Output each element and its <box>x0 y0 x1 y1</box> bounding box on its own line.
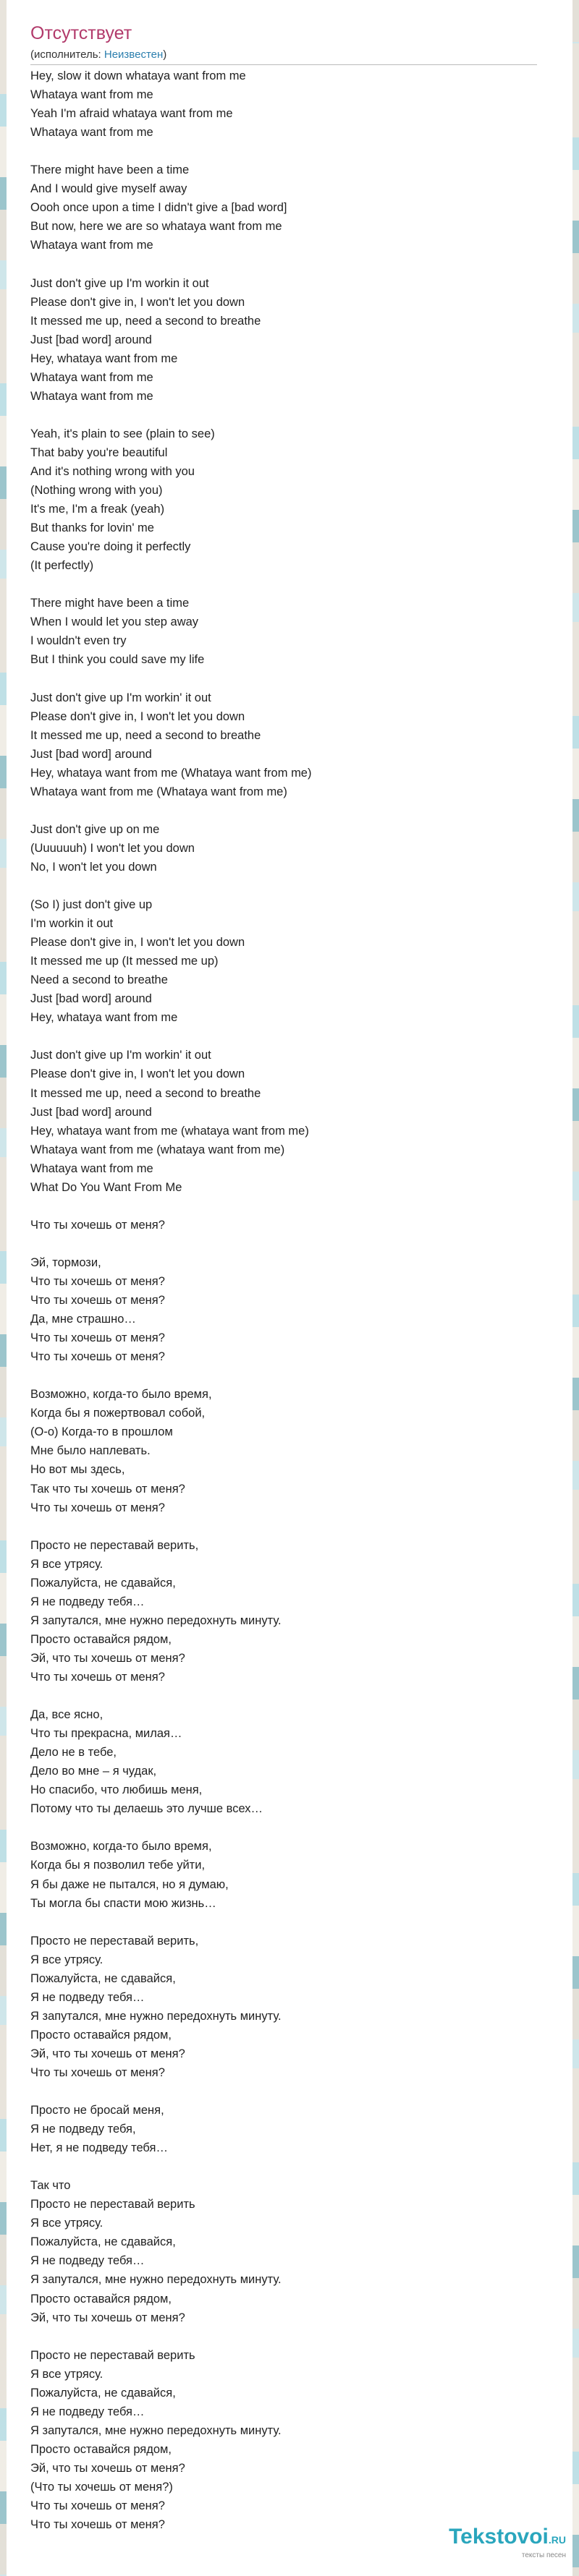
lyrics-line: Я не подведу тебя… <box>30 1595 145 1608</box>
lyrics-line: Что ты хочешь от меня? <box>30 1275 165 1288</box>
lyrics-line: That baby you're beautiful <box>30 445 168 459</box>
lyrics-line: What Do You Want From Me <box>30 1180 182 1194</box>
lyrics-line: Возможно, когда-то было время, <box>30 1840 212 1854</box>
lyrics-line: Что ты хочешь от меня? <box>30 2499 165 2513</box>
lyrics-line: Мне было наплевать. <box>30 1444 151 1458</box>
lyrics-stanza <box>30 1385 537 1517</box>
right-decor-stripe <box>572 0 579 2576</box>
lyrics-line: Да, мне страшно… <box>30 1313 136 1326</box>
lyrics-line: Yeah I'm afraid whataya want from me <box>30 107 233 121</box>
lyrics-line: Please don't give in, I won't let you down <box>30 936 245 950</box>
lyrics-line: Когда бы я позволил тебе уйти, <box>30 1859 206 1872</box>
lyrics-line: Просто не переставай верить <box>30 2348 195 2362</box>
lyrics-line: Эй, что ты хочешь от меня? <box>30 2047 185 2060</box>
lyrics-line: (Что ты хочешь от меня?) <box>30 2481 173 2494</box>
lyrics-line: Hey, whataya want from me (whataya want from me) <box>30 1124 309 1138</box>
lyrics-line: Just [bad word] around <box>30 992 152 1006</box>
lyrics-stanza <box>30 274 537 406</box>
lyrics-line: Whataya want from me <box>30 1161 153 1175</box>
lyrics-line: Ты могла бы спасти мою жизнь… <box>30 1896 216 1910</box>
lyrics-line: Я все утрясу. <box>30 2217 103 2230</box>
lyrics-line: Но вот мы здесь, <box>30 1463 125 1477</box>
lyrics-line: Я запутался, мне нужно передохнуть минуту. <box>30 2009 282 2023</box>
logo-tagline: тексты песен <box>521 2551 566 2559</box>
lyrics-line: Я все утрясу. <box>30 2367 103 2381</box>
lyrics-line: (So I) just don't give up <box>30 898 153 912</box>
lyrics-line: Просто не бросай меня, <box>30 2104 164 2117</box>
lyrics-line: Whataya want from me <box>30 88 153 102</box>
lyrics-line: When I would let you step away <box>30 615 199 629</box>
lyrics-line: Я не подведу тебя, <box>30 2123 136 2136</box>
lyrics-line: Hey, whataya want from me (Whataya want from me) <box>30 766 312 780</box>
lyrics-line: Эй, тормози, <box>30 1255 101 1269</box>
lyrics-line: There might have been a time <box>30 163 190 177</box>
lyrics-line: Возможно, когда-то было время, <box>30 1388 212 1402</box>
lyrics-line: It messed me up, need a second to breathe <box>30 1086 261 1100</box>
lyrics-line: It messed me up, need a second to breathe <box>30 728 261 742</box>
lyrics-stanza <box>30 1253 537 1366</box>
lyrics-line: And it's nothing wrong with you <box>30 464 195 478</box>
lyrics-line: Пожалуйста, не сдавайся, <box>30 2386 176 2400</box>
lyrics-line: And I would give myself away <box>30 182 187 196</box>
lyrics-line: Что ты хочешь от меня? <box>30 1350 165 1364</box>
lyrics-line: Whataya want from me (Whataya want from me) <box>30 785 287 798</box>
lyrics-line: Что ты хочешь от меня? <box>30 1331 165 1345</box>
lyrics-stanza <box>30 425 537 575</box>
lyrics-stanza <box>30 2176 537 2326</box>
performer-line <box>30 48 537 62</box>
lyrics-line: Just don't give up I'm workin' it out <box>30 1049 211 1062</box>
lyrics-stanza <box>30 1046 537 1196</box>
lyrics-line: Please don't give in, I won't let you down <box>30 709 245 723</box>
lyrics-line: Дело не в тебе, <box>30 1746 117 1760</box>
lyrics-line: (Uuuuuuh) I won't let you down <box>30 841 195 855</box>
lyrics-line: Я все утрясу. <box>30 1557 103 1571</box>
song-title: Отсутствует <box>30 23 132 43</box>
lyrics-line: Дело во мне – я чудак, <box>30 1765 157 1778</box>
lyrics-line: I wouldn't even try <box>30 634 127 648</box>
lyrics-line: Just don't give up I'm workin' it out <box>30 691 211 704</box>
lyrics-line: Что ты хочешь от меня? <box>30 1670 165 1684</box>
lyrics-line: Я не подведу тебя… <box>30 1990 145 2004</box>
lyrics-line: Whataya want from me (whataya want from me) <box>30 1143 285 1156</box>
lyrics-line: Cause you're doing it perfectly <box>30 540 191 554</box>
lyrics-line: Я запутался, мне нужно передохнуть минуту. <box>30 2423 282 2437</box>
lyrics-line: Oooh once upon a time I didn't give a [bad word] <box>30 201 287 215</box>
lyrics-line: Что ты хочешь от меня? <box>30 1294 165 1308</box>
performer-prefix: (исполнитель: <box>30 48 104 61</box>
lyrics-line: Я запутался, мне нужно передохнуть минуту. <box>30 1613 282 1627</box>
lyrics-line: Я не подведу тебя… <box>30 2405 145 2418</box>
lyrics-stanza <box>30 161 537 255</box>
lyrics-line: It messed me up (It messed me up) <box>30 955 219 968</box>
lyrics-line: No, I won't let you down <box>30 860 157 874</box>
logo-tld: .RU <box>548 2534 566 2546</box>
lyrics-line: It's me, I'm a freak (yeah) <box>30 503 165 516</box>
performer-link[interactable]: Неизвестен <box>103 48 164 61</box>
lyrics-line: Hey, slow it down whataya want from me <box>30 69 246 82</box>
lyrics-line: Просто оставайся рядом, <box>30 2028 172 2042</box>
lyrics-stanza <box>30 688 537 801</box>
lyrics-line: But thanks for lovin' me <box>30 521 154 535</box>
lyrics-line: Пожалуйста, не сдавайся, <box>30 2235 176 2249</box>
lyrics-line: Что ты хочешь от меня? <box>30 2518 165 2532</box>
lyrics-line: Когда бы я пожертвовал собой, <box>30 1407 206 1420</box>
lyrics-line: Пожалуйста, не сдавайся, <box>30 1971 176 1985</box>
lyrics-line: Please don't give in, I won't let you down <box>30 1067 245 1081</box>
lyrics-stanza <box>30 2346 537 2534</box>
lyrics-line: Я не подведу тебя… <box>30 2254 145 2268</box>
lyrics-line: Just don't give up I'm workin it out <box>30 276 209 290</box>
site-logo[interactable] <box>449 2525 566 2560</box>
lyrics-line: Да, все ясно, <box>30 1708 103 1722</box>
lyrics-line: Just [bad word] around <box>30 333 152 346</box>
lyrics-stanza <box>30 1837 537 1912</box>
lyrics-line: Hey, whataya want from me <box>30 351 178 365</box>
lyrics-line: Whataya want from me <box>30 239 153 252</box>
lyrics-line: Что ты прекрасна, милая… <box>30 1727 182 1741</box>
lyrics-line: Just [bad word] around <box>30 1105 152 1119</box>
lyrics-line: Just don't give up on me <box>30 822 160 836</box>
lyrics-line: Просто не переставай верить <box>30 2198 195 2212</box>
lyrics-line: Что ты хочешь от меня? <box>30 2065 165 2079</box>
lyrics-line: Need a second to breathe <box>30 973 168 987</box>
lyrics-line: It messed me up, need a second to breathe <box>30 314 261 328</box>
lyrics-stanza <box>30 820 537 877</box>
lyrics-line: Эй, что ты хочешь от меня? <box>30 2461 185 2475</box>
lyrics-line: Просто не переставай верить, <box>30 1934 199 1948</box>
lyrics-line: But I think you could save my life <box>30 653 205 667</box>
lyrics-line: But now, here we are so whataya want from me <box>30 220 282 234</box>
lyrics-stanza <box>30 1932 537 2082</box>
lyrics-line: Just [bad word] around <box>30 747 152 761</box>
title-divider <box>30 64 537 65</box>
lyrics-text <box>30 67 537 2534</box>
lyrics-line: Эй, что ты хочешь от меня? <box>30 2311 185 2324</box>
lyrics-line: Yeah, it's plain to see (plain to see) <box>30 427 215 440</box>
lyrics-line: Так что <box>30 2179 71 2193</box>
song-page <box>30 0 537 2553</box>
lyrics-line: Нет, я не подведу тебя… <box>30 2141 168 2155</box>
lyrics-line: Я запутался, мне нужно передохнуть минуту. <box>30 2273 282 2287</box>
lyrics-line: I'm workin it out <box>30 917 114 931</box>
lyrics-line: Что ты хочешь от меня? <box>30 1218 165 1232</box>
lyrics-stanza <box>30 895 537 1027</box>
lyrics-line: Whataya want from me <box>30 126 153 140</box>
lyrics-line: Я все утрясу. <box>30 1953 103 1966</box>
lyrics-stanza <box>30 2101 537 2157</box>
lyrics-stanza <box>30 67 537 142</box>
lyrics-line: (О-о) Когда-то в прошлом <box>30 1425 173 1439</box>
logo-name: Tekstovoi <box>449 2525 549 2549</box>
lyrics-line: Я бы даже не пытался, но я думаю, <box>30 1877 229 1891</box>
lyrics-stanza <box>30 1705 537 1818</box>
lyrics-line: Просто оставайся рядом, <box>30 2292 172 2306</box>
lyrics-line: Whataya want from me <box>30 389 153 403</box>
lyrics-stanza <box>30 1216 537 1234</box>
left-decor-stripe <box>0 0 7 2576</box>
performer-suffix: ) <box>163 48 167 61</box>
lyrics-line: Что ты хочешь от меня? <box>30 1501 165 1514</box>
lyrics-line: (Nothing wrong with you) <box>30 484 163 498</box>
lyrics-line: Просто оставайся рядом, <box>30 1632 172 1646</box>
lyrics-line: Пожалуйста, не сдавайся, <box>30 1576 176 1590</box>
lyrics-line: There might have been a time <box>30 597 190 610</box>
lyrics-line: Hey, whataya want from me <box>30 1011 178 1025</box>
lyrics-stanza <box>30 594 537 669</box>
lyrics-line: Но спасибо, что любишь меня, <box>30 1783 203 1797</box>
lyrics-line: Потому что ты делаешь это лучше всех… <box>30 1802 263 1816</box>
lyrics-line: Просто оставайся рядом, <box>30 2442 172 2456</box>
lyrics-stanza <box>30 1536 537 1686</box>
lyrics-line: (It perfectly) <box>30 559 94 573</box>
lyrics-line: Так что ты хочешь от меня? <box>30 1482 185 1496</box>
lyrics-line: Просто не переставай верить, <box>30 1538 199 1552</box>
lyrics-line: Please don't give in, I won't let you down <box>30 295 245 309</box>
lyrics-line: Whataya want from me <box>30 370 153 384</box>
lyrics-line: Эй, что ты хочешь от меня? <box>30 1651 185 1665</box>
